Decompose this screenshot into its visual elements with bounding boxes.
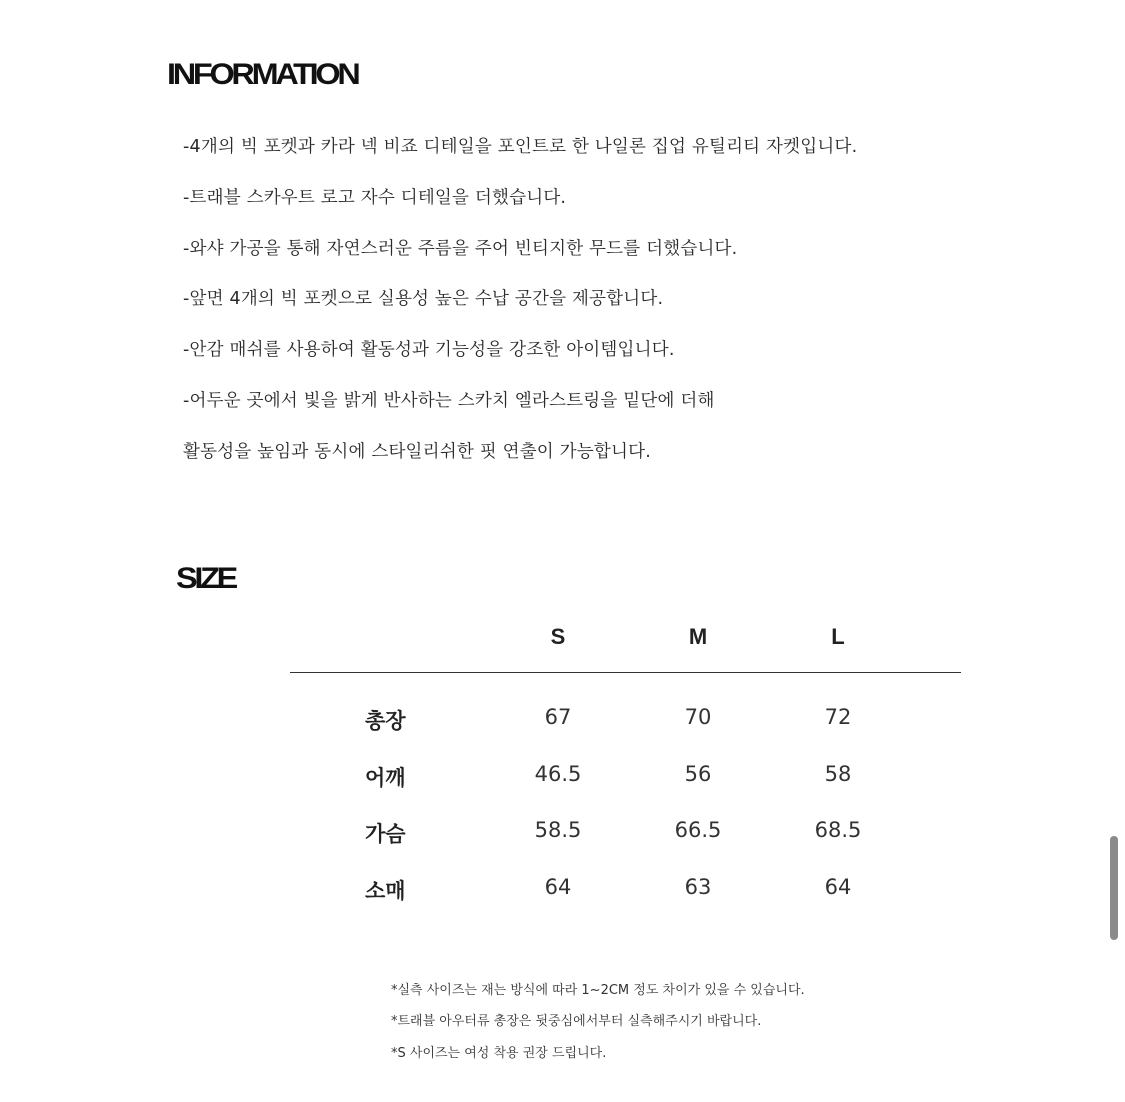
vertical-scrollbar-thumb[interactable]	[1110, 836, 1118, 940]
size-column-header-s: S	[550, 624, 566, 649]
table-cell: 72	[824, 705, 852, 729]
table-cell: 66.5	[674, 818, 722, 842]
size-note: *S 사이즈는 여성 착용 권장 드립니다.	[391, 1045, 607, 1061]
information-line: -앞면 4개의 빅 포켓으로 실용성 높은 수납 공간을 제공합니다.	[183, 289, 664, 310]
table-cell: 64	[544, 874, 572, 899]
information-line: 활동성을 높임과 동시에 스타일리쉬한 핏 연출이 가능합니다.	[183, 441, 651, 462]
size-column-header-l: L	[831, 624, 845, 649]
row-label-shoulder: 어깨	[365, 765, 406, 790]
information-heading: INFORMATION	[167, 58, 358, 91]
information-line: -4개의 빅 포켓과 카라 넥 비죠 디테일을 포인트로 한 나일론 집업 유틸리티 자켓입니다.	[183, 137, 858, 157]
information-line: -어두운 곳에서 빛을 밝게 반사하는 스카치 엘라스트링을 밑단에 더해	[183, 390, 715, 411]
information-line: -안감 매쉬를 사용하여 활동성과 기능성을 강조한 아이템입니다.	[183, 340, 675, 361]
table-cell: 56	[684, 761, 712, 786]
table-row	[290, 812, 961, 869]
table-row	[290, 869, 961, 926]
information-line: -와샤 가공을 통해 자연스러운 주름을 주어 빈티지한 무드를 더했습니다.	[183, 238, 738, 259]
table-cell: 70	[684, 705, 712, 729]
row-label-chest: 가슴	[365, 822, 406, 846]
row-label-total-length: 총장	[365, 709, 406, 733]
table-row	[290, 756, 961, 813]
size-column-header-m: M	[688, 624, 708, 649]
table-cell: 63	[684, 874, 712, 899]
size-table-header	[290, 620, 961, 673]
size-note: *실측 사이즈는 재는 방식에 따라 1~2CM 정도 차이가 있을 수 있습니다.	[391, 983, 805, 998]
size-table-body	[290, 673, 961, 925]
table-cell: 46.5	[534, 761, 582, 786]
size-note: *트래블 아우터류 총장은 뒷중심에서부터 실측해주시기 바랍니다.	[391, 1014, 762, 1030]
table-cell: 64	[824, 874, 852, 899]
table-cell: 67	[544, 705, 572, 729]
size-notes	[391, 980, 805, 1074]
table-cell: 58.5	[534, 818, 582, 842]
row-label-sleeve: 소매	[365, 878, 406, 903]
size-table	[290, 620, 961, 925]
table-cell: 58	[824, 761, 852, 786]
information-description	[183, 134, 857, 490]
table-row	[290, 699, 961, 756]
size-heading: SIZE	[176, 562, 236, 595]
table-cell: 68.5	[814, 818, 862, 842]
information-line: -트래블 스카우트 로고 자수 디테일을 더했습니다.	[183, 187, 567, 208]
